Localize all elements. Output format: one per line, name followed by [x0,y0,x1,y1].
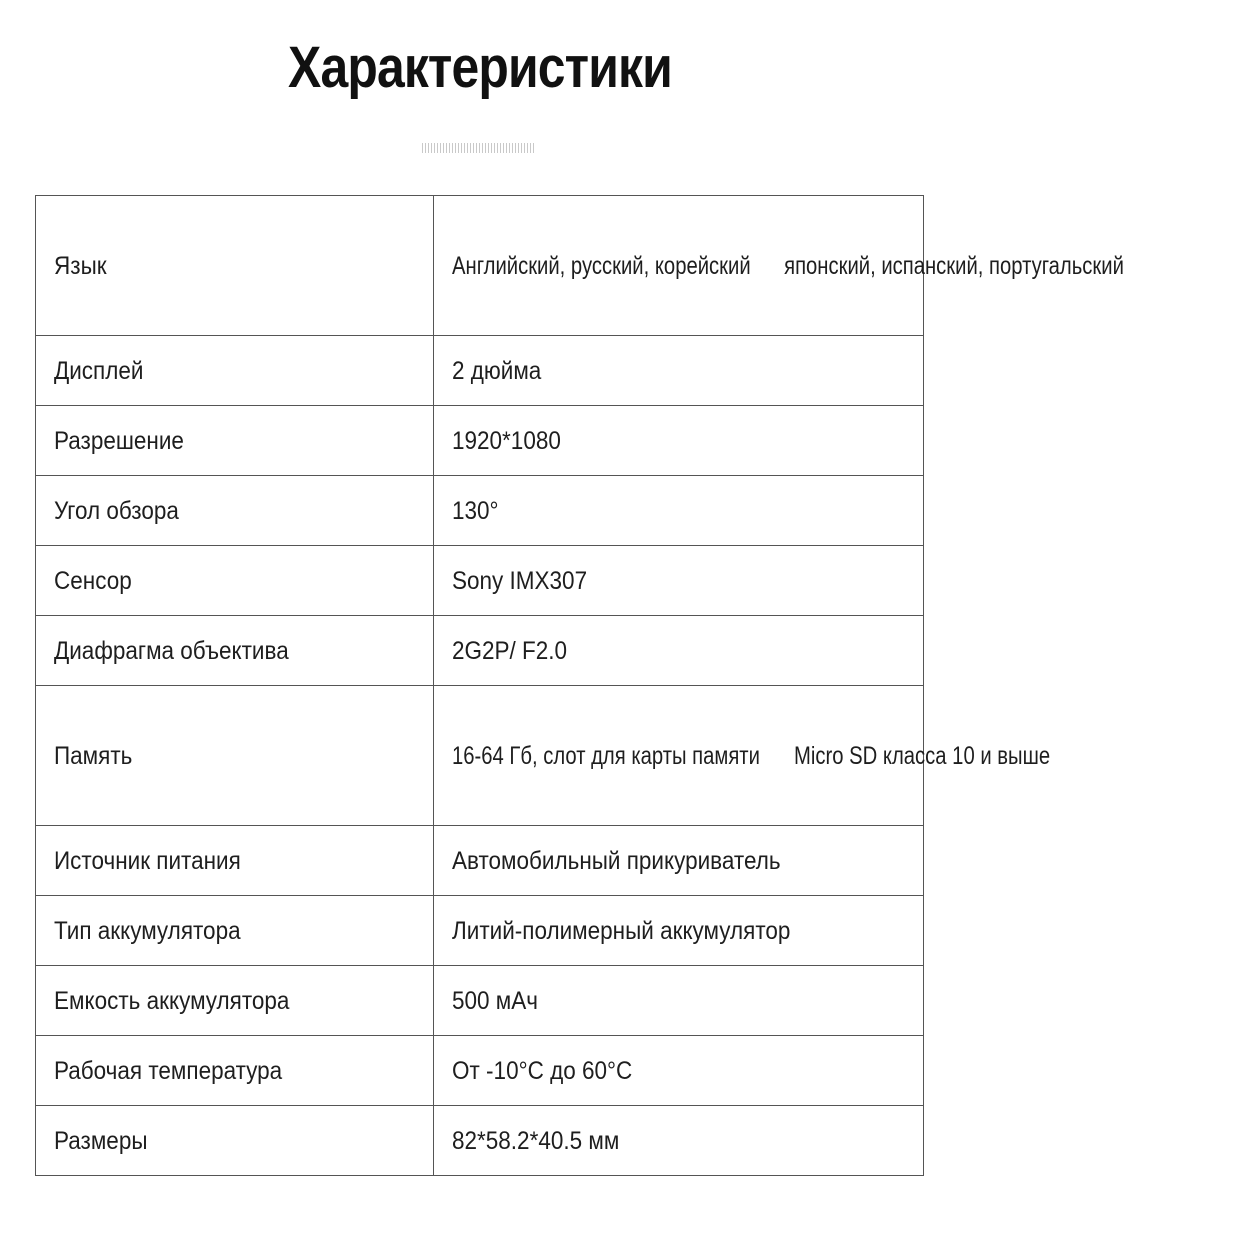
table-row [36,826,924,896]
spec-value-line: 2G2P/ F2.0 [452,636,568,665]
spec-label: Источник питания [54,846,241,875]
spec-value-line: Автомобильный прикуриватель [452,846,781,875]
table-row [36,686,924,826]
spec-label-cell [36,546,434,616]
spec-label: Рабочая температура [54,1056,283,1085]
table-row [36,966,924,1036]
spec-label-cell [36,406,434,476]
table-row [36,336,924,406]
spec-value-cell [434,196,1124,336]
decorative-divider [422,143,536,153]
spec-value-line: Micro SD класса 10 и выше [794,741,1051,770]
specs-table [35,195,1124,1176]
spec-value-line: От -10°C до 60°C [452,1056,633,1085]
spec-label: Дисплей [54,356,144,385]
spec-value-line: 500 мАч [452,986,538,1015]
spec-label-cell [36,476,434,546]
spec-label: Сенсор [54,566,132,595]
spec-label-cell [36,896,434,966]
spec-value-cell [434,966,924,1036]
spec-value-cell [434,406,924,476]
table-row [36,546,924,616]
spec-label-cell [36,336,434,406]
spec-value-line: японский, испанский, португальский [783,251,1124,280]
spec-value-line: 82*58.2*40.5 мм [452,1126,620,1155]
table-row [36,1036,924,1106]
spec-value-cell [434,336,924,406]
spec-value-cell [434,1036,924,1106]
spec-label: Тип аккумулятора [54,916,241,945]
spec-label-cell [36,1036,434,1106]
table-row [36,1106,924,1176]
spec-value-cell [434,896,924,966]
spec-label-cell [36,196,434,336]
spec-value-line: 130° [452,496,499,525]
spec-value-line: Sony IMX307 [452,566,588,595]
spec-value-cell [434,826,924,896]
spec-label: Память [54,741,133,770]
spec-value-cell [434,686,1051,826]
table-row [36,896,924,966]
spec-value-line: 1920*1080 [452,426,561,455]
spec-label: Язык [54,251,107,280]
spec-value-cell [434,616,924,686]
spec-value-cell [434,1106,924,1176]
spec-value-line: Английский, русский, корейский [452,251,751,280]
spec-label: Диафрагма объектива [54,636,289,665]
spec-label: Разрешение [54,426,184,455]
page-title: Характеристики [288,35,672,100]
spec-value-line: 16-64 Гб, слот для карты памяти [452,741,760,770]
table-row [36,406,924,476]
table-row [36,196,924,336]
spec-label: Емкость аккумулятора [54,986,290,1015]
table-row [36,616,924,686]
spec-label: Угол обзора [54,496,179,525]
spec-label-cell [36,616,434,686]
spec-value-line: Литий-полимерный аккумулятор [452,916,791,945]
spec-label-cell [36,1106,434,1176]
table-row [36,476,924,546]
spec-value-cell [434,546,924,616]
spec-label: Размеры [54,1126,148,1155]
spec-label-cell [36,826,434,896]
spec-value-cell [434,476,924,546]
spec-label-cell [36,686,434,826]
spec-label-cell [36,966,434,1036]
spec-value-line: 2 дюйма [452,356,542,385]
